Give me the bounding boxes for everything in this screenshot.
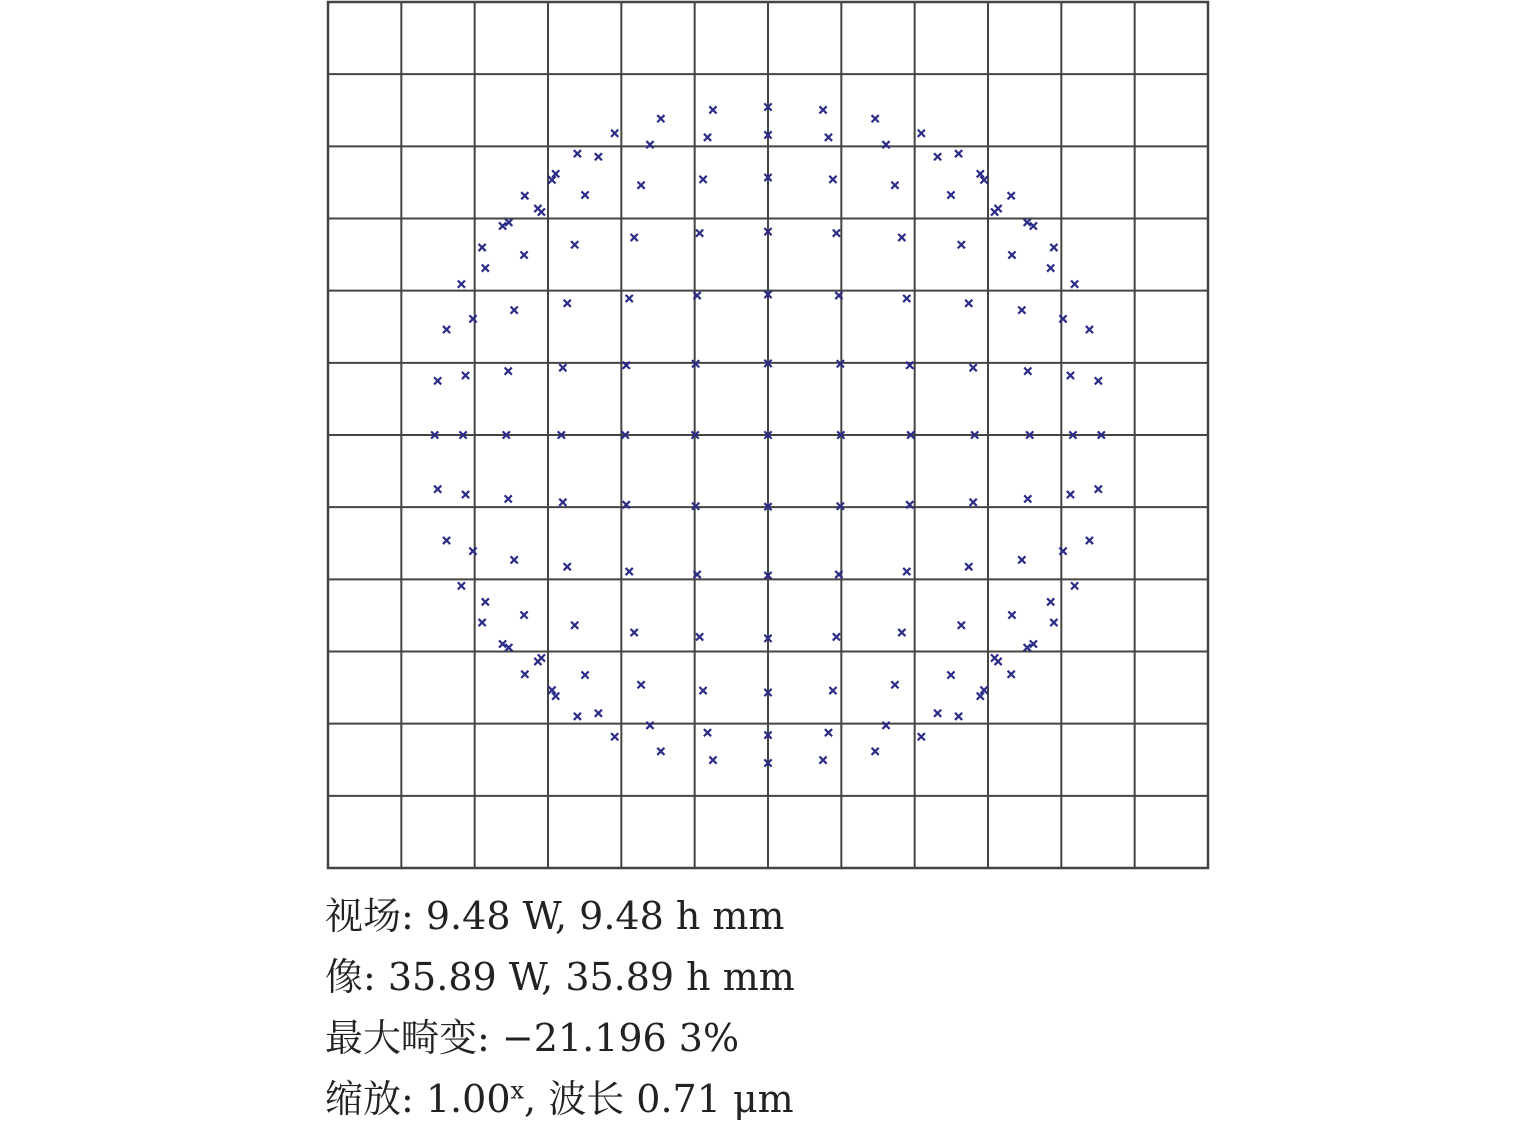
distortion-marker bbox=[1030, 222, 1037, 229]
max-distortion-label: 最大畸变: −21.196 3% bbox=[325, 1016, 740, 1060]
distortion-marker bbox=[548, 176, 555, 183]
distortion-marker bbox=[521, 192, 528, 199]
distortion-marker bbox=[991, 654, 998, 661]
distortion-marker bbox=[970, 499, 977, 506]
distortion-marker bbox=[611, 733, 618, 740]
distortion-marker bbox=[505, 219, 512, 226]
distortion-marker bbox=[829, 176, 836, 183]
distortion-marker bbox=[918, 130, 925, 137]
distortion-marker bbox=[977, 693, 984, 700]
distortion-marker bbox=[1024, 219, 1031, 226]
distortion-marker bbox=[581, 191, 588, 198]
distortion-marker bbox=[1086, 326, 1093, 333]
distortion-marker bbox=[626, 568, 633, 575]
distortion-marker bbox=[595, 710, 602, 717]
distortion-marker bbox=[947, 191, 954, 198]
distortion-marker bbox=[1071, 582, 1078, 589]
distortion-marker bbox=[534, 658, 541, 665]
distortion-marker bbox=[891, 182, 898, 189]
distortion-marker bbox=[657, 748, 664, 755]
distortion-marker bbox=[980, 176, 987, 183]
distortion-marker bbox=[479, 244, 486, 251]
distortion-marker bbox=[631, 234, 638, 241]
distortion-grid-figure bbox=[324, 0, 1214, 876]
distortion-marker bbox=[819, 756, 826, 763]
distortion-marker bbox=[934, 710, 941, 717]
distortion-marker bbox=[1047, 598, 1054, 605]
distortion-marker bbox=[1008, 611, 1015, 618]
distortion-marker bbox=[626, 295, 633, 302]
distortion-marker bbox=[696, 229, 703, 236]
distortion-marker bbox=[571, 622, 578, 629]
distortion-marker bbox=[1030, 640, 1037, 647]
distortion-marker bbox=[564, 563, 571, 570]
distortion-marker bbox=[581, 671, 588, 678]
distortion-marker bbox=[559, 364, 566, 371]
distortion-marker bbox=[1024, 367, 1031, 374]
distortion-marker bbox=[958, 241, 965, 248]
distortion-marker bbox=[1018, 556, 1025, 563]
distortion-marker bbox=[462, 491, 469, 498]
distortion-marker bbox=[505, 495, 512, 502]
distortion-marker bbox=[499, 222, 506, 229]
distortion-marker bbox=[965, 300, 972, 307]
distortion-marker bbox=[833, 633, 840, 640]
distortion-marker bbox=[833, 229, 840, 236]
distortion-marker bbox=[704, 134, 711, 141]
distortion-marker bbox=[1095, 486, 1102, 493]
distortion-marker bbox=[1067, 491, 1074, 498]
image-size-label: 像: 35.89 W, 35.89 h mm bbox=[325, 955, 795, 999]
distortion-marker bbox=[955, 150, 962, 157]
distortion-marker bbox=[611, 130, 618, 137]
distortion-marker bbox=[977, 170, 984, 177]
distortion-marker bbox=[704, 729, 711, 736]
distortion-marker bbox=[458, 281, 465, 288]
distortion-marker bbox=[947, 671, 954, 678]
distortion-marker bbox=[699, 687, 706, 694]
distortion-marker bbox=[825, 134, 832, 141]
distortion-marker bbox=[434, 377, 441, 384]
distortion-grid bbox=[324, 0, 1214, 872]
distortion-marker bbox=[505, 644, 512, 651]
distortion-marker bbox=[1067, 372, 1074, 379]
distortion-marker bbox=[443, 326, 450, 333]
distortion-marker bbox=[898, 234, 905, 241]
distortion-marker bbox=[574, 150, 581, 157]
distortion-marker bbox=[482, 598, 489, 605]
distortion-marker bbox=[595, 153, 602, 160]
distortion-marker bbox=[520, 251, 527, 258]
distortion-marker bbox=[1086, 537, 1093, 544]
distortion-marker bbox=[1047, 264, 1054, 271]
distortion-marker bbox=[903, 568, 910, 575]
distortion-marker bbox=[1050, 619, 1057, 626]
distortion-marker bbox=[918, 733, 925, 740]
distortion-marker bbox=[511, 307, 518, 314]
scale-wavelength-label bbox=[325, 1069, 795, 1130]
distortion-marker bbox=[564, 300, 571, 307]
distortion-marker bbox=[1018, 307, 1025, 314]
distortion-marker bbox=[631, 629, 638, 636]
distortion-marker bbox=[521, 671, 528, 678]
distortion-marker bbox=[819, 106, 826, 113]
distortion-marker bbox=[872, 115, 879, 122]
distortion-marker bbox=[534, 205, 541, 212]
distortion-marker bbox=[479, 619, 486, 626]
distortion-marker bbox=[872, 748, 879, 755]
distortion-marker bbox=[980, 686, 987, 693]
distortion-marker bbox=[559, 499, 566, 506]
distortion-marker bbox=[829, 687, 836, 694]
distortion-marker bbox=[434, 486, 441, 493]
scale-suffix: , 波长 0.71 μm bbox=[524, 1077, 794, 1121]
distortion-marker bbox=[637, 182, 644, 189]
distortion-marker bbox=[1024, 644, 1031, 651]
field-of-view-label: 视场: 9.48 W, 9.48 h mm bbox=[325, 894, 785, 938]
caption bbox=[325, 886, 795, 1130]
distortion-marker bbox=[657, 115, 664, 122]
distortion-marker bbox=[571, 241, 578, 248]
distortion-marker bbox=[955, 713, 962, 720]
distortion-marker bbox=[1071, 281, 1078, 288]
distortion-marker bbox=[970, 364, 977, 371]
distortion-marker bbox=[458, 582, 465, 589]
distortion-marker bbox=[1024, 495, 1031, 502]
distortion-marker bbox=[825, 729, 832, 736]
distortion-marker bbox=[958, 622, 965, 629]
distortion-marker bbox=[637, 681, 644, 688]
distortion-marker bbox=[891, 681, 898, 688]
scale-superscript: x bbox=[510, 1076, 525, 1105]
distortion-marker bbox=[574, 713, 581, 720]
distortion-marker bbox=[505, 367, 512, 374]
distortion-marker bbox=[462, 372, 469, 379]
distortion-marker bbox=[1008, 251, 1015, 258]
distortion-marker bbox=[934, 153, 941, 160]
distortion-marker bbox=[709, 106, 716, 113]
distortion-marker bbox=[898, 629, 905, 636]
scale-prefix: 缩放: 1.00 bbox=[325, 1077, 511, 1121]
distortion-marker bbox=[552, 170, 559, 177]
distortion-marker bbox=[443, 537, 450, 544]
distortion-marker bbox=[991, 208, 998, 215]
distortion-marker bbox=[548, 686, 555, 693]
distortion-marker bbox=[1008, 192, 1015, 199]
distortion-marker bbox=[1050, 244, 1057, 251]
distortion-marker bbox=[1095, 377, 1102, 384]
distortion-marker bbox=[709, 756, 716, 763]
distortion-marker bbox=[965, 563, 972, 570]
distortion-marker bbox=[499, 640, 506, 647]
distortion-marker bbox=[699, 176, 706, 183]
distortion-marker bbox=[696, 633, 703, 640]
distortion-marker bbox=[903, 295, 910, 302]
distortion-marker bbox=[552, 693, 559, 700]
distortion-marker bbox=[511, 556, 518, 563]
distortion-marker bbox=[482, 264, 489, 271]
distortion-marker bbox=[520, 611, 527, 618]
distortion-marker bbox=[1008, 671, 1015, 678]
